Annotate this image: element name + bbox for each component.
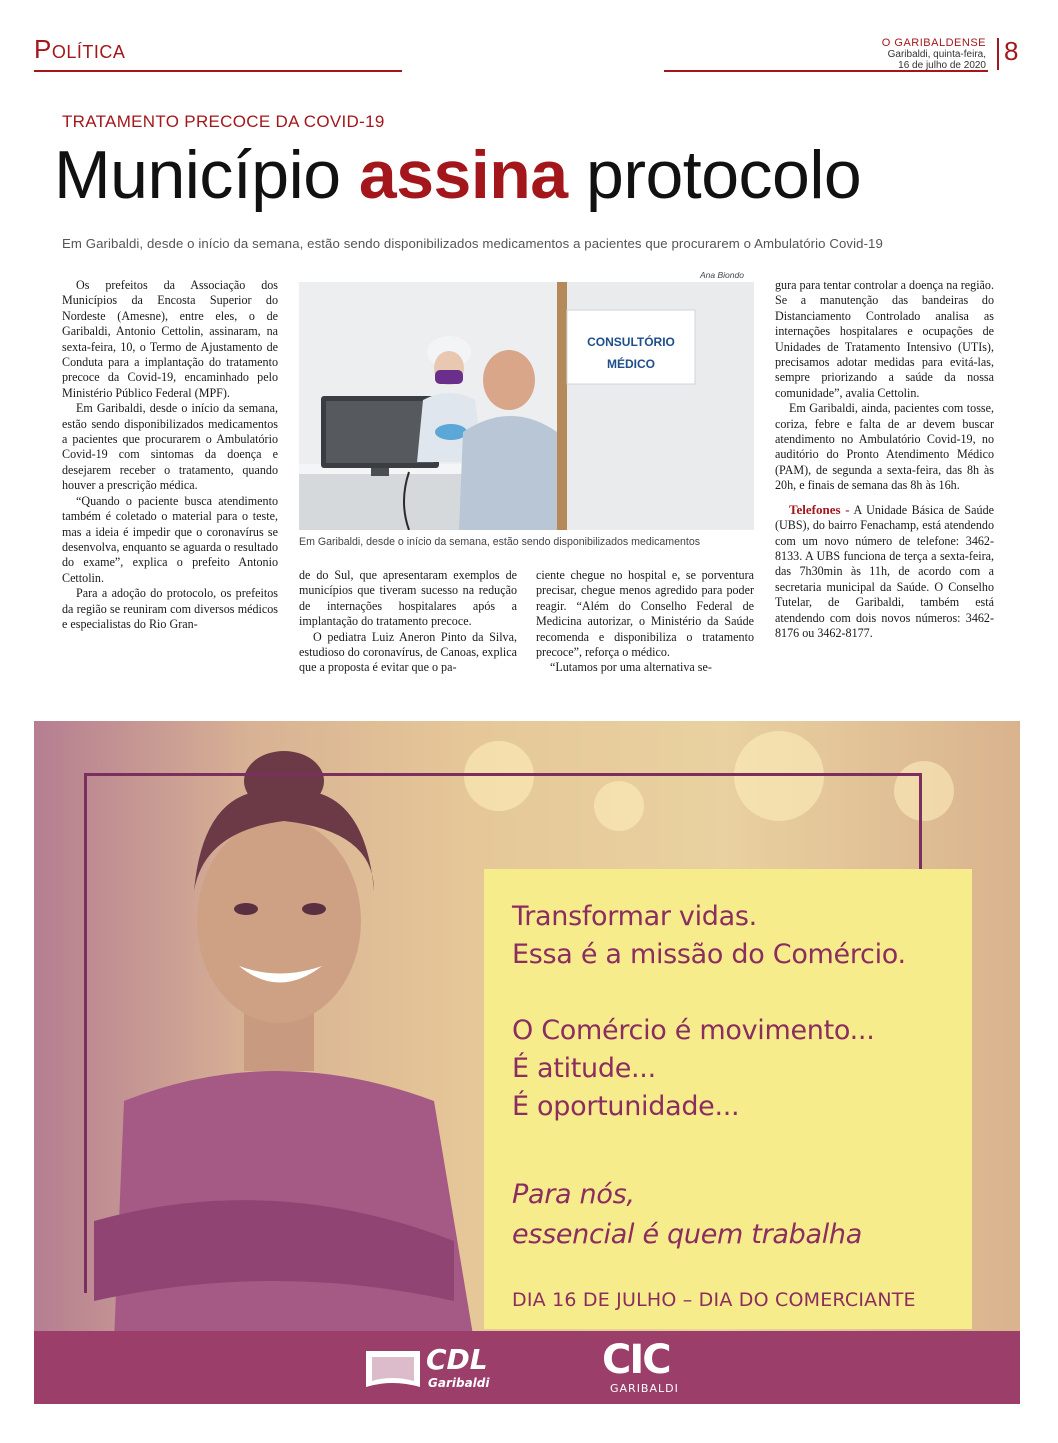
- ad-footer-bar: [34, 1331, 1020, 1404]
- telefones-lead-in: Telefones -: [789, 501, 850, 517]
- paragraph: Em Garibaldi, ainda, pacientes com tosse, coriza, febre e falta de ar devem buscar atendimento no Ambulatório Covid-19, no auditório do Pronto Atendimento Médico (PAM), de segunda a sexta-feira, das 8h às 20h, e finais de semana das 8h às 16h.: [775, 401, 994, 493]
- cic-logo-sub: GARIBALDI: [610, 1382, 679, 1395]
- cic-logo-name: CIC: [602, 1337, 670, 1383]
- telefones-paragraph: [775, 502, 994, 642]
- sign-line-2: MÉDICO: [607, 357, 655, 371]
- ad-line-7: essencial é quem trabalha: [512, 1219, 862, 1250]
- photo-credit: Ana Biondo: [700, 270, 744, 280]
- paragraph: “Quando o paciente busca atendimento também é coletado o material para o teste, mas a ideia é impedir que o coronavírus se desenvolva, enquanto se aguarda o resultado do exame”, explica o prefeito Antonio Cettolin.: [62, 493, 278, 585]
- ad-line-1: Transformar vidas.: [512, 901, 757, 932]
- paragraph: ciente chegue no hospital e, se porventura precisar, chegue menos agredido para poder reagir. “Além do Conselho Federal de Medicina autorizar, o Ministério da Saúde recomenda e disponibiliza o tratamento precoce”, reforça o médico.: [536, 568, 754, 660]
- paragraph: “Lutamos por uma alternativa se-: [550, 660, 712, 675]
- photo-caption: Em Garibaldi, desde o início da semana, estão sendo disponibilizados medicamentos: [299, 536, 701, 548]
- paragraph: Os prefeitos da Associação dos Municípios da Encosta Superior do Nordeste (Amesne), entre eles, o de Garibaldi, Antonio Cettolin, assinaram, na sexta-feira, 10, o Termo de Ajustamento de Conduta para a implantação do tratamento precoce da Covid-19, encaminhado pelo Ministério Público Federal (MPF).: [62, 278, 278, 400]
- advertisement: [34, 721, 1020, 1404]
- ad-line-2: Essa é a missão do Comércio.: [512, 939, 906, 970]
- paragraph: O pediatra Luiz Aneron Pinto da Silva, estudioso do coronavírus, de Canoas, explica que a proposta é evitar que o pa-: [299, 629, 517, 675]
- article-column-1: [62, 278, 278, 632]
- ad-line-3: O Comércio é movimento...: [512, 1015, 875, 1046]
- cdl-logo-name: CDL: [426, 1343, 488, 1376]
- headline-pre: Município: [54, 137, 359, 213]
- article-photo: [299, 282, 754, 530]
- section-title: Política: [34, 34, 126, 64]
- headline-accent: assina: [358, 137, 568, 213]
- ad-line-4: É atitude...: [512, 1053, 656, 1084]
- paragraph: Para a adoção do protocolo, os prefeitos da região se reuniram com diversos médicos e especialistas do Rio Gran-: [62, 586, 278, 631]
- paper-name: O GARIBALDENSE: [881, 37, 986, 49]
- ad-line-5: É oportunidade...: [512, 1091, 740, 1122]
- photo-illustration: [299, 282, 754, 530]
- telefones-text: A Unidade Básica de Saúde (UBS), do bairro Fenachamp, está atendendo com um novo número de telefone: 3462-8133. A UBS funciona de terça a sexta-feira, das 7h30min às 11h, de acordo com a secretaria municipal da Saúde. O Conselho Tutelar, de Garibaldi, também está atendendo com dois novos números: 3462-8176 ou 3462-8177.: [775, 502, 994, 640]
- paper-info: [882, 38, 986, 71]
- article-subhead: Em Garibaldi, desde o início da semana, estão sendo disponibilizados medicamentos a pacientes que procurarem o Ambulatório Covid-19: [62, 236, 883, 251]
- article-kicker: TRATAMENTO PRECOCE DA COVID-19: [62, 112, 385, 131]
- paper-date-line-2: 16 de julho de 2020: [898, 60, 986, 71]
- paragraph: gura para tentar controlar a doença na região. Se a manutenção das bandeiras do Distanciamento Controlado analisa as internações hospitalares e ocupações de Unidades de Tratamento Intensivo (UTIs), precisamos adotar medidas para evitá-las, sempre priorizando a saúde da nossa comunidade”, avalia Cettolin.: [775, 278, 994, 400]
- paper-date-line-1: Garibaldi, quinta-feira,: [887, 49, 986, 60]
- page-number-divider: [997, 38, 999, 70]
- page-number: 8: [1004, 36, 1019, 66]
- sign-line-1: CONSULTÓRIO: [587, 335, 675, 349]
- header-rule-left: [34, 70, 402, 72]
- article-column-3: [536, 568, 754, 676]
- article-column-4: [775, 278, 994, 641]
- cdl-logo-sub: Garibaldi: [428, 1376, 490, 1390]
- paragraph: de do Sul, que apresentaram exemplos de municípios que tiveram sucesso na redução de internações hospitalares após a implantação do tratamento precoce.: [299, 568, 517, 629]
- article-headline: [54, 136, 1014, 214]
- headline-post: protocolo: [567, 137, 862, 213]
- ad-day-line: DIA 16 DE JULHO – DIA DO COMERCIANTE: [512, 1289, 916, 1311]
- paragraph: Em Garibaldi, desde o início da semana, estão sendo disponibilizados medicamentos a pacientes que procurarem o Ambulatório Covid-19 com sintomas da doença e desejarem receber o tratamento, quando houver a prescrição médica.: [62, 401, 278, 493]
- ad-line-6: Para nós,: [512, 1179, 635, 1210]
- article-column-2: [299, 568, 517, 676]
